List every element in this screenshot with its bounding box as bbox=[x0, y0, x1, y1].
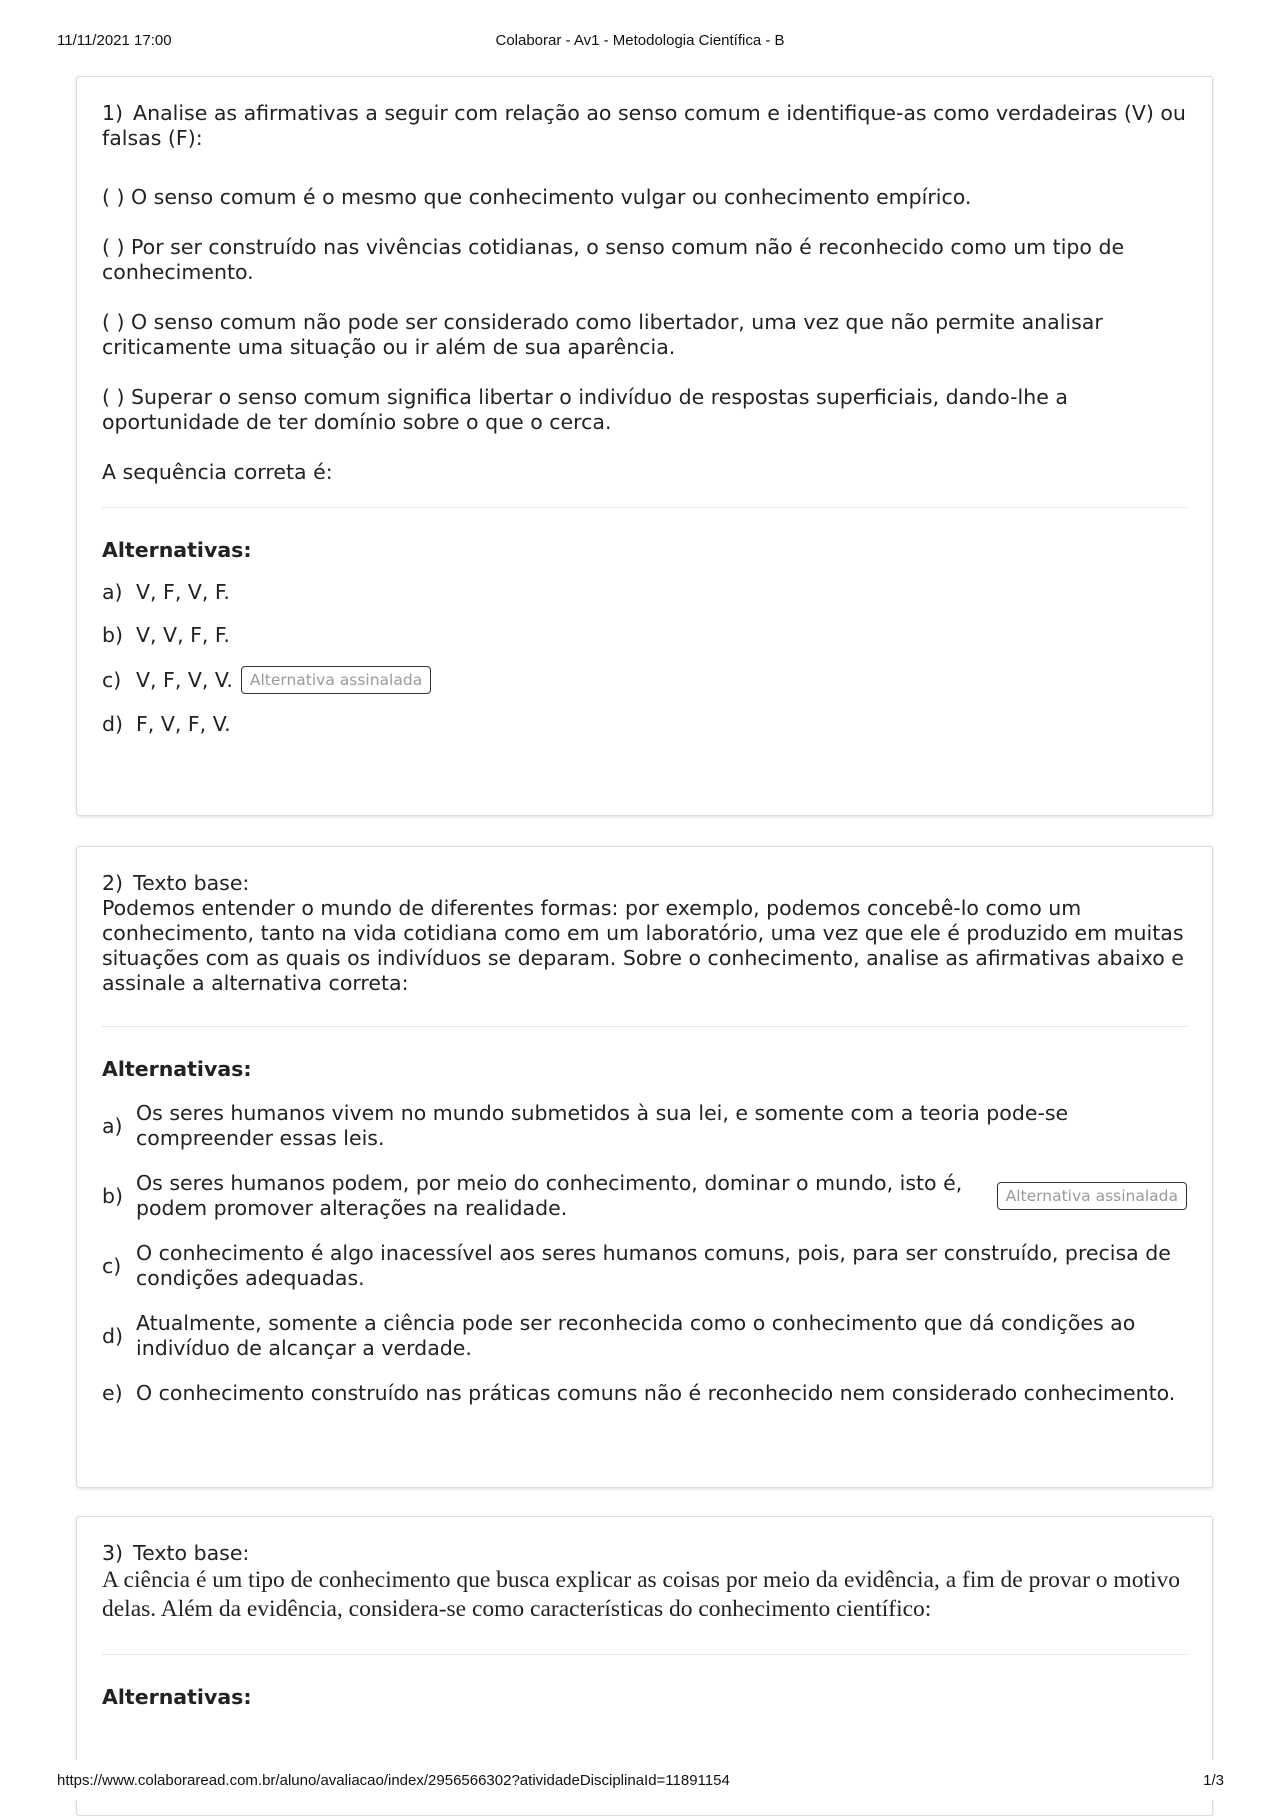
alternative-text: V, F, V, F. bbox=[136, 580, 230, 604]
alternative-e[interactable] bbox=[102, 1381, 1187, 1406]
alternative-text: Atualmente, somente a ciência pode ser reconhecida como o conhecimento que dá condições ao indivíduo de alcançar a verdade. bbox=[136, 1311, 1136, 1360]
alternative-d[interactable] bbox=[102, 712, 1187, 737]
print-url[interactable]: https://www.colaboraread.com.br/aluno/avaliacao/index/2956566302?atividadeDisciplinaId=11891154 bbox=[57, 1772, 730, 1789]
question-2-prompt: Podemos entender o mundo de diferentes formas: por exemplo, podemos concebê-lo como um conhecimento, tanto na vida cotidiana como em um laboratório, uma vez que ele é produzido em muitas situações com as quais os indivíduos se deparam. Sobre o conhecimento, analise as afirmativas abaixo e assinale a alternativa correta: bbox=[102, 896, 1184, 995]
alternative-text: Os seres humanos podem, por meio do conhecimento, dominar o mundo, isto é, podem promover alterações na realidade. bbox=[136, 1171, 963, 1220]
alternative-a[interactable] bbox=[102, 1101, 1187, 1151]
question-number: 3) bbox=[102, 1541, 124, 1565]
question-card-1 bbox=[76, 76, 1213, 816]
alternative-text: V, F, V, V. bbox=[136, 667, 233, 692]
question-number: 2) bbox=[102, 871, 124, 895]
alternative-b[interactable] bbox=[102, 1171, 1187, 1221]
statement-4: ( ) Superar o senso comum significa libertar o indivíduo de respostas superficiais, dando-lhe a oportunidade de ter domínio sobre o que o cerca. bbox=[102, 385, 1068, 434]
print-footer bbox=[0, 1760, 1280, 1800]
question-3-label: 3) Texto base: bbox=[102, 1541, 250, 1565]
alternative-letter: e) bbox=[102, 1381, 123, 1405]
statement-1: ( ) O senso comum é o mesmo que conhecimento vulgar ou conhecimento empírico. bbox=[102, 185, 972, 209]
alternatives-title: Alternativas: bbox=[102, 538, 252, 562]
print-page-number: 1/3 bbox=[1203, 1772, 1224, 1789]
alternative-text: O conhecimento é algo inacessível aos seres humanos comuns, pois, para ser construído, precisa de condições adequadas. bbox=[136, 1241, 1171, 1290]
alternative-b[interactable] bbox=[102, 623, 1187, 648]
alternatives-title: Alternativas: bbox=[102, 1057, 252, 1081]
alternative-text: Os seres humanos vivem no mundo submetidos à sua lei, e somente com a teoria pode-se compreender essas leis. bbox=[136, 1101, 1069, 1150]
question-card-2 bbox=[76, 846, 1213, 1488]
statement-2: ( ) Por ser construído nas vivências cotidianas, o senso comum não é reconhecido como um tipo de conhecimento. bbox=[102, 235, 1125, 284]
question-1-prompt: 1) Analise as afirmativas a seguir com relação ao senso comum e identifique-as como verdadeiras (V) ou falsas (F): bbox=[102, 101, 1186, 150]
alternative-c[interactable] bbox=[102, 1241, 1187, 1291]
print-title: Colaborar - Av1 - Metodologia Científica - B bbox=[495, 32, 785, 49]
alternative-d[interactable] bbox=[102, 1311, 1187, 1361]
question-2-label: 2) Texto base: bbox=[102, 871, 250, 895]
alternatives-title: Alternativas: bbox=[102, 1685, 252, 1709]
statement-3: ( ) O senso comum não pode ser considerado como libertador, uma vez que não permite analisar criticamente uma situação ou ir além de sua aparência. bbox=[102, 310, 1103, 359]
selected-badge: Alternativa assinalada bbox=[997, 1182, 1187, 1210]
selected-badge: Alternativa assinalada bbox=[241, 666, 431, 694]
alternative-letter: b) bbox=[102, 1183, 124, 1208]
alternative-letter: c) bbox=[102, 667, 122, 692]
alternative-a[interactable] bbox=[102, 580, 1187, 605]
alternative-letter: a) bbox=[102, 580, 123, 604]
alternative-letter: b) bbox=[102, 623, 124, 647]
print-header bbox=[0, 32, 1280, 54]
question-instruction: A sequência correta é: bbox=[102, 460, 333, 484]
question-3-prompt: A ciência é um tipo de conhecimento que busca explicar as coisas por meio da evidência, a fim de provar o motivo delas. Além da evidência, considera-se como características do conhecimento científico: bbox=[102, 1567, 1181, 1622]
alternative-text: O conhecimento construído nas práticas comuns não é reconhecido nem considerado conhecimento. bbox=[136, 1381, 1176, 1405]
alternative-letter: a) bbox=[102, 1113, 123, 1138]
alternative-letter: d) bbox=[102, 712, 124, 736]
alternative-c[interactable] bbox=[102, 666, 1187, 694]
print-datetime: 11/11/2021 17:00 bbox=[57, 32, 172, 49]
alternative-text: V, V, F, F. bbox=[136, 623, 230, 647]
alternative-letter: d) bbox=[102, 1323, 124, 1348]
alternative-text: F, V, F, V. bbox=[136, 712, 231, 736]
question-number: 1) bbox=[102, 101, 124, 125]
alternative-letter: c) bbox=[102, 1253, 122, 1278]
